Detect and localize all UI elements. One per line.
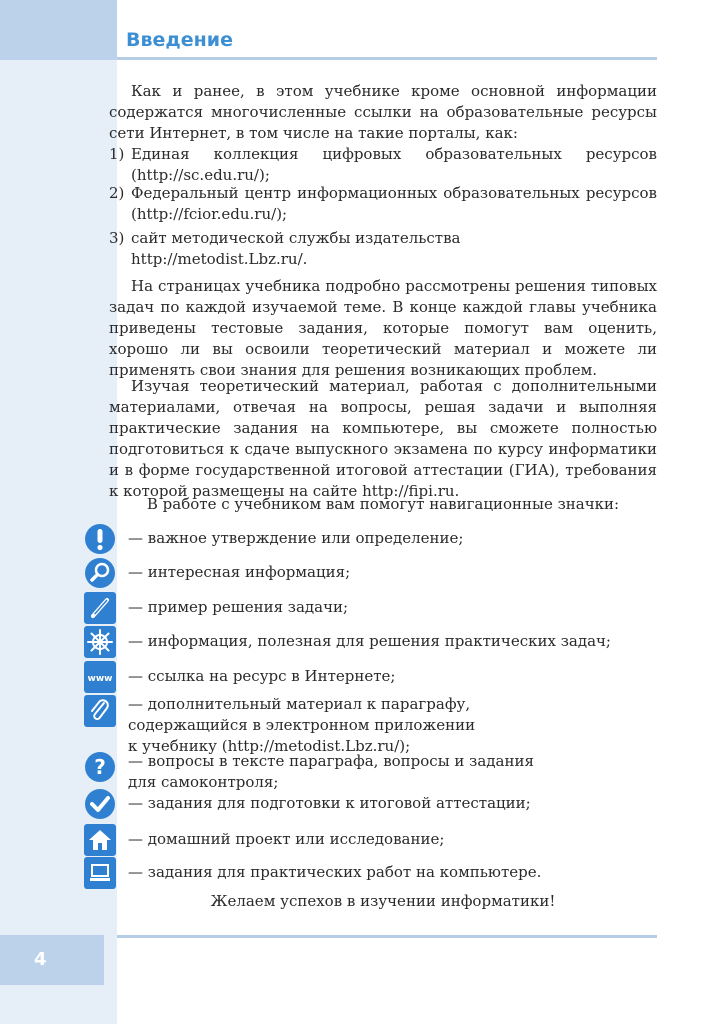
closing-text: Желаем успехов в изучении информатики! (210, 892, 556, 910)
ship-wheel-icon (84, 626, 116, 658)
list-number: 2) (109, 184, 125, 202)
www-icon (84, 661, 116, 693)
list-text: Единая коллекция цифровых образовательных ресурсов (http://sc.edu.ru/); (131, 145, 657, 184)
legend-text: — ссылка на ресурс в Интернете; (128, 667, 396, 685)
paperclip-icon (84, 695, 116, 727)
list-item (109, 228, 657, 270)
legend-text: — дополнительный материал к параграфу, содержащийся в электронном приложении к учебнику (http://metodist.Lbz.ru/); (128, 695, 476, 755)
footer-box (0, 935, 104, 985)
magnifier-icon (84, 557, 116, 589)
svg-text:?: ? (94, 755, 106, 779)
legend-text: — задания для подготовки к итоговой аттестации; (128, 794, 531, 812)
list-item (109, 183, 657, 225)
list-item (109, 144, 657, 186)
page-number: 4 (34, 949, 47, 970)
list-number: 1) (109, 145, 125, 163)
legend-text: — задания для практических работ на компьютере. (128, 863, 542, 881)
house-icon (84, 824, 116, 856)
footer-rule (117, 935, 657, 938)
legend-text: — важное утверждение или определение; (128, 529, 464, 547)
list-text: сайт методической службы издательства http://metodist.Lbz.ru/. (131, 229, 461, 268)
header-bar (0, 0, 117, 60)
tasks-paragraph: На страницах учебника подробно рассмотрены решения типовых задач по каждой изучаемой теме. В конце каждой главы учебника приведены тестовые задания, которые помогут вам оценить, хорошо ли вы освоили теоретический материал и можете ли применять свои знания для решения возникающих проблем. (109, 277, 657, 379)
header-rule (117, 57, 657, 60)
list-text: Федеральный центр информационных образовательных ресурсов (http://fcior.edu.ru/); (131, 184, 657, 223)
list-number: 3) (109, 229, 125, 247)
legend-text: — пример решения задачи; (128, 598, 349, 616)
legend-text: — вопросы в тексте параграфа, вопросы и задания для самоконтроля; (128, 752, 534, 791)
question-icon (84, 751, 116, 783)
intro-paragraph: Как и ранее, в этом учебнике кроме основной информации содержатся многочисленные ссылки на образовательные ресурсы сети Интернет, в том числе на такие порталы, как: (109, 82, 657, 142)
page-title: Введение (126, 29, 233, 51)
legend-text: — интересная информация; (128, 563, 351, 581)
exclamation-icon (84, 523, 116, 555)
pencil-icon (84, 592, 116, 624)
nav-intro: В работе с учебником вам помогут навигационные значки: (146, 495, 620, 513)
study-paragraph: Изучая теоретический материал, работая с дополнительными материалами, отвечая на вопросы, решая задачи и выполняя практические задания на компьютере, вы сможете полностью подготовиться к сдаче выпускного экзамена по курсу информатики и в форме государственной итоговой аттестации (ГИА), требования к которой размещены на сайте http://fipi.ru. (109, 377, 657, 500)
checkmark-icon (84, 788, 116, 820)
www-badge-text: www (87, 674, 113, 684)
legend-text: — информация, полезная для решения практических задач; (128, 632, 611, 650)
legend-text: — домашний проект или исследование; (128, 830, 445, 848)
computer-icon (84, 857, 116, 889)
